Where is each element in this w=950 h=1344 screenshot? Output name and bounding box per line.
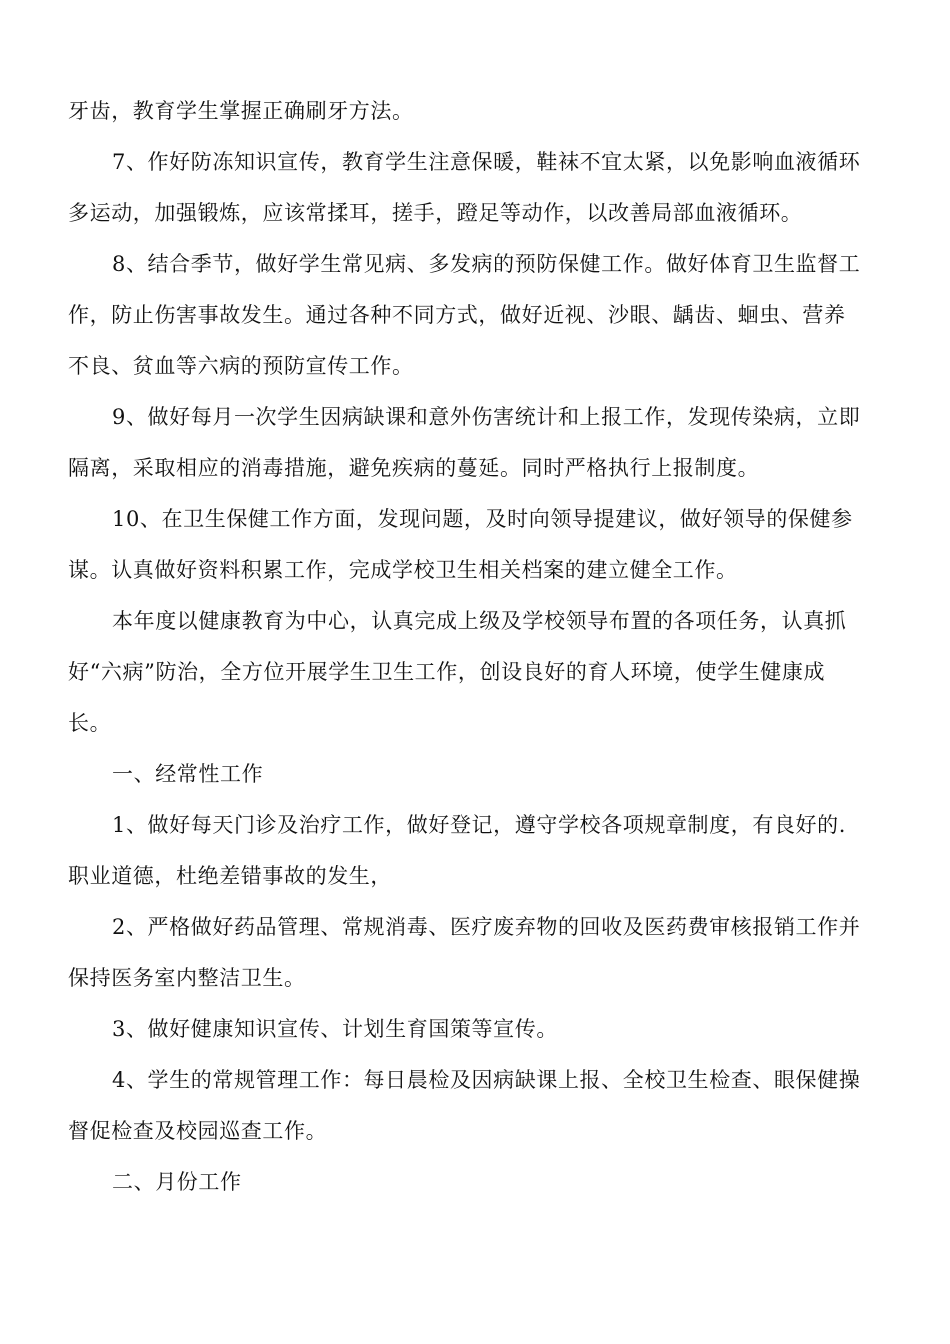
text-line: 督促检查及校园巡查工作。: [68, 1119, 328, 1143]
text-line: 谋。认真做好资料积累工作，完成学校卫生相关档案的建立健全工作。: [68, 558, 738, 582]
text-line: 多运动，加强锻炼，应该常揉耳，搓手，蹬足等动作，以改善局部血液循环。: [68, 201, 803, 225]
text-line: 3、做好健康知识宣传、计划生育国策等宣传。: [112, 1017, 558, 1041]
text-line: 本年度以健康教育为中心，认真完成上级及学校领导布置的各项任务，认真抓: [112, 609, 847, 633]
document-body: [68, 86, 884, 1208]
paragraph-toothbrushing-end: [68, 86, 884, 137]
text-line: 8、结合季节，做好学生常见病、多发病的预防保健工作。做好体育卫生监督工: [112, 252, 861, 276]
paragraph-routine-4: [68, 1055, 884, 1157]
text-line: 隔离，采取相应的消毒措施，避免疾病的蔓延。同时严格执行上报制度。: [68, 456, 760, 480]
text-line: 1、做好每天门诊及治疗工作，做好登记，遵守学校各项规章制度，有良好的.: [112, 813, 847, 837]
text-line: 9、做好每月一次学生因病缺课和意外伤害统计和上报工作，发现传染病，立即: [112, 405, 861, 429]
paragraph-routine-3: [68, 1004, 884, 1055]
text-line: 7、作好防冻知识宣传，教育学生注意保暖，鞋袜不宜太紧，以免影响血液循环: [112, 150, 861, 174]
text-line: 作，防止伤害事故发生。通过各种不同方式，做好近视、沙眼、龋齿、蛔虫、营养: [68, 303, 846, 327]
text-line: 职业道德，杜绝差错事故的发生，: [68, 864, 392, 888]
section-heading: 二、月份工作: [112, 1170, 242, 1194]
paragraph-routine-2: [68, 902, 884, 1004]
text-line: 不良、贫血等六病的预防宣传工作。: [68, 354, 414, 378]
section-heading-monthly-work: [68, 1157, 884, 1208]
paragraph-item-10: [68, 494, 884, 596]
paragraph-item-7: [68, 137, 884, 239]
paragraph-routine-1: [68, 800, 884, 902]
paragraph-annual-summary: [68, 596, 884, 749]
text-line: 长。: [68, 711, 112, 735]
text-line: 好“六病”防治，全方位开展学生卫生工作，创设良好的育人环境，使学生健康成: [68, 660, 826, 684]
section-heading-routine-work: [68, 749, 884, 800]
paragraph-item-9: [68, 392, 884, 494]
text-line: 保持医务室内整洁卫生。: [68, 966, 306, 990]
text-line: 10、在卫生保健工作方面，发现问题，及时向领导提建议，做好领导的保健参: [112, 507, 853, 531]
text-line: 2、严格做好药品管理、常规消毒、医疗废弃物的回收及医药费审核报销工作并: [112, 915, 861, 939]
text-line: 4、学生的常规管理工作：每日晨检及因病缺课上报、全校卫生检查、眼保健操: [112, 1068, 861, 1092]
paragraph-item-8: [68, 239, 884, 392]
text-line: 牙齿，教育学生掌握正确刷牙方法。: [68, 99, 414, 123]
section-heading: 一、经常性工作: [112, 762, 264, 786]
